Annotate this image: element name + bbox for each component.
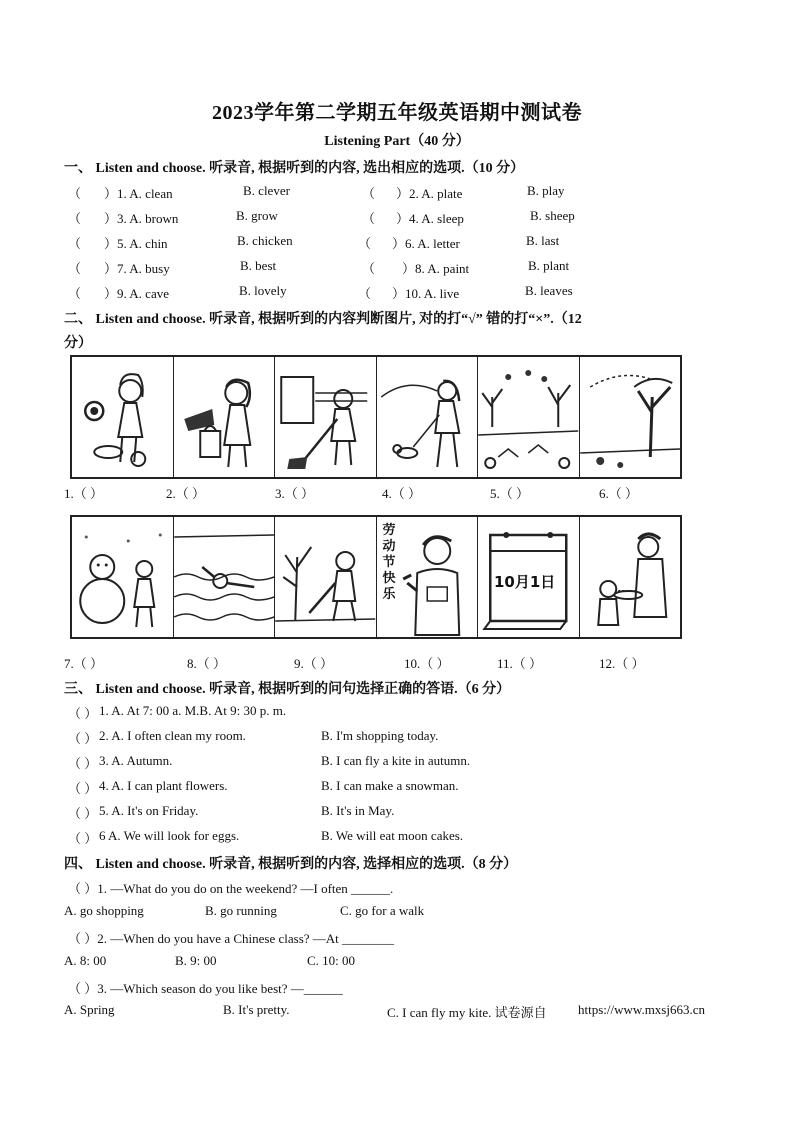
s1-row1-paren-r: （ [362,186,376,201]
page-subtitle: Listening Part（40 分） [324,134,470,149]
answer-label-6[interactable]: 6.（ ） [599,486,639,501]
s1-row5-a-r: ）10. A. live [392,286,460,301]
s4-q3-option-b: B. It's pretty. [223,1002,290,1017]
s1-row4-b-r: B. plant [528,258,570,273]
picture-12 [580,517,681,637]
s1-row2-paren: （ [68,211,82,226]
s3-q1-paren[interactable]: （ ） [68,706,98,721]
s1-row2-a-r: ）4. A. sleep [396,211,464,226]
swimming-picture [174,517,275,637]
labor-char-2: 动 [382,539,396,554]
answer-label-12[interactable]: 12.（ ） [599,656,645,671]
s4-q3-option-c: C. I can fly my kite. 试卷源自 [387,1005,547,1020]
autumn-tree-picture [580,357,681,477]
s3-q5-a: 5. A. It's on Friday. [99,803,199,818]
girl-cleaning-dishes-picture [72,357,173,477]
answer-label-10[interactable]: 10.（ ） [404,656,450,671]
s3-q1-a: 1. A. At 7: 00 a. M.B. At 9: 30 p. m. [99,703,287,718]
boy-planting-tree-picture [275,517,376,637]
s1-row4-paren-r: （ [362,261,376,276]
s4-q2-option-c: C. 10: 00 [307,953,356,968]
answer-label-4[interactable]: 4.（ ） [382,486,422,501]
s4-q2-option-a: A. 8: 00 [64,953,107,968]
answer-label-1[interactable]: 1.（ ） [64,486,104,501]
s1-row2-b-r: B. sheep [530,208,575,223]
girl-with-bag-picture [174,357,275,477]
s1-row4-b: B. best [240,258,277,273]
girl-sweeping-picture [275,357,376,477]
s1-row5-paren-r: （ [358,286,372,301]
s1-row2-b: B. grow [236,208,278,223]
s3-q4-b: B. I can make a snowman. [321,778,459,793]
s3-q4-a: 4. A. I can plant flowers. [99,778,228,793]
labor-char-1: 劳 [382,523,396,538]
s4-q3-option-a: A. Spring [64,1002,115,1017]
s3-q2-a: 2. A. I often clean my room. [99,728,246,743]
picture-4 [377,357,479,477]
section-2-heading-cont: 分） [64,336,92,351]
s4-q1-option-a: A. go shopping [64,903,144,918]
section-2-heading: 二、 Listen and choose. 听录音, 根据听到的内容判断图片, 对的打“√” 错的打“×”.（12 [64,312,582,327]
s1-row3-a: ）5. A. chin [104,236,168,251]
picture-strip-2 [70,515,682,639]
picture-7 [72,517,174,637]
s3-q5-paren[interactable]: （ ） [68,806,98,821]
picture-strip-1 [70,355,682,479]
answer-label-7[interactable]: 7.（ ） [64,656,104,671]
snowman-picture [72,517,173,637]
s1-row1-paren: （ [68,186,82,201]
picture-10 [377,517,479,637]
s4-question-1: （ ）1. —What do you do on the weekend? —I often ______. [68,881,394,896]
s3-q3-b: B. I can fly a kite in autumn. [321,753,471,768]
s1-row3-a-r: ）6. A. letter [392,236,460,251]
s1-row5-b: B. lovely [239,283,287,298]
s1-row5-paren: （ [68,286,82,301]
picture-6 [580,357,681,477]
s4-q1-option-b: B. go running [205,903,277,918]
source-url[interactable]: https://www.mxsj663.cn [578,1002,705,1017]
s4-q2-option-b: B. 9: 00 [175,953,217,968]
s3-q3-paren[interactable]: （ ） [68,756,98,771]
s1-row4-a-r: ）8. A. paint [402,261,470,276]
section-1-heading: 一、 Listen and choose. 听录音, 根据听到的内容, 选出相应的选项.（10 分） [64,161,525,176]
s1-row2-a: ）3. A. brown [104,211,179,226]
s3-q2-b: B. I'm shopping today. [321,728,439,743]
page-title: 2023学年第二学期五年级英语期中测试卷 [212,102,582,124]
labor-day-text [383,523,399,603]
answer-label-9[interactable]: 9.（ ） [294,656,334,671]
s1-row3-b: B. chicken [237,233,293,248]
picture-8 [174,517,276,637]
picture-1 [72,357,174,477]
picture-9 [275,517,377,637]
s1-row5-a: ）9. A. cave [104,286,169,301]
picture-3 [275,357,377,477]
trees-flowers-picture [478,357,579,477]
answer-label-5[interactable]: 5.（ ） [490,486,530,501]
labor-char-4: 快 [382,571,396,586]
answer-label-3[interactable]: 3.（ ） [275,486,315,501]
picture-5 [478,357,580,477]
s1-row2-paren-r: （ [362,211,376,226]
s1-row1-b-r: B. play [527,183,565,198]
s1-row4-a: ）7. A. busy [104,261,170,276]
family-dinner-picture [580,517,681,637]
labor-char-3: 节 [382,555,396,570]
picture-2 [174,357,276,477]
calendar-date-text: 10月1日 [494,573,556,591]
section-3-heading: 三、 Listen and choose. 听录音, 根据听到的问句选择正确的答语.（6 分） [64,682,511,697]
s1-row3-paren-r: （ [358,236,372,251]
s4-question-2: （ ）2. —When do you have a Chinese class? —At ________ [68,931,395,946]
s1-row1-b: B. clever [243,183,290,198]
s1-row5-b-r: B. leaves [525,283,573,298]
s3-q6-paren[interactable]: （ ） [68,831,98,846]
girl-walking-dog-picture [377,357,478,477]
s3-q3-a: 3. A. Autumn. [99,753,173,768]
labor-char-5: 乐 [382,587,396,602]
answer-label-2[interactable]: 2.（ ） [166,486,206,501]
s1-row4-paren: （ [68,261,82,276]
s3-q2-paren[interactable]: （ ） [68,731,98,746]
answer-label-8[interactable]: 8.（ ） [187,656,227,671]
section-4-heading: 四、 Listen and choose. 听录音, 根据听到的内容, 选择相应的选项.（8 分） [64,857,518,872]
s1-row1-a-r: ）2. A. plate [396,186,463,201]
s4-question-3: （ ）3. —Which season do you like best? —______ [68,981,343,996]
answer-label-11[interactable]: 11.（ ） [497,656,543,671]
s4-q1-option-c: C. go for a walk [340,903,425,918]
s1-row3-b-r: B. last [526,233,560,248]
s1-row1-a: ）1. A. clean [104,186,173,201]
s1-row3-paren: （ [68,236,82,251]
picture-11 [478,517,580,637]
s3-q6-b: B. We will eat moon cakes. [321,828,464,843]
s3-q5-b: B. It's in May. [321,803,395,818]
s3-q6-a: 6 A. We will look for eggs. [99,828,240,843]
s3-q4-paren[interactable]: （ ） [68,781,98,796]
